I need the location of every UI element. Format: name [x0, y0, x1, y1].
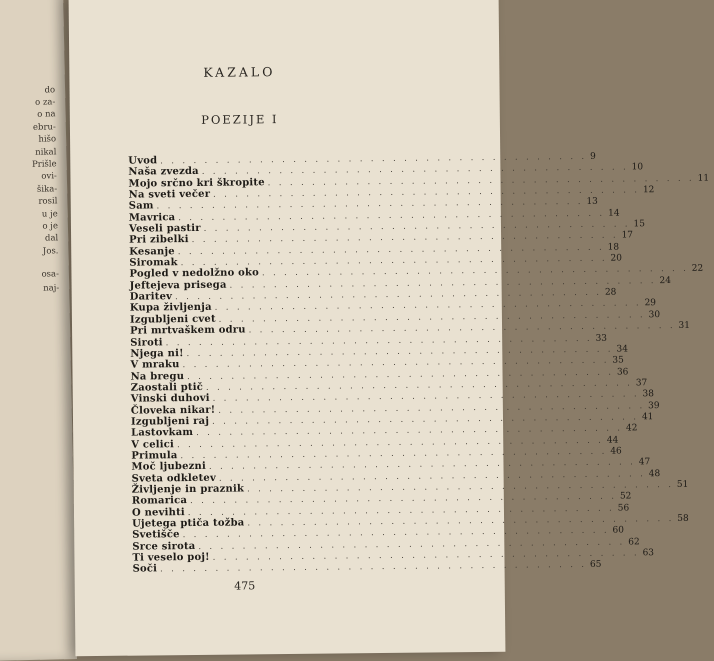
toc-entry-title: Kesanje	[129, 245, 175, 258]
toc-entry-title: Mojo srčno kri škropite	[128, 176, 265, 190]
toc-entry-page: 18	[607, 242, 620, 253]
toc-leader-dots: . . . . . . . . . . . . . . . . . . . . . . . . . . . . . . . . . . . . . . .	[191, 230, 619, 245]
toc-entry-page: 63	[642, 548, 655, 559]
toc-entry-page: 30	[648, 309, 661, 321]
toc-leader-dots: . . . . . . . . . . . . . . . . . . . . . . . . . . . . . . . . . . . . . . .	[187, 503, 615, 517]
toc-leader-dots: . . . . . . . . . . . . . . . . . . . . . . . . . . . . . . . . . . . . . . .	[160, 151, 588, 166]
left-page-text-fragment: u je	[41, 209, 58, 220]
toc-leader-dots: . . . . . . . . . . . . . . . . . . . . . . . . . . . . . . . . . . . . . . .	[180, 446, 608, 461]
toc-leader-dots: . . . . . . . . . . . . . . . . . . . . . . . . . . . . . . . . . . . . . . .	[156, 197, 584, 211]
toc-leader-dots: . . . . . . . . . . . . . . . . . . . . . . . . . . . . . . . . . . . . . . .	[261, 264, 689, 278]
toc-leader-dots: . . . . . . . . . . . . . . . . . . . . . . . . . . . . . . . . . . . . . . .	[201, 162, 629, 177]
toc-leader-dots: . . . . . . . . . . . . . . . . . . . . . . . . . . . . . . . . . . . . . . .	[212, 412, 639, 426]
toc-entry-title: Vinski duhovi	[130, 393, 210, 405]
toc-entry-page: 38	[642, 389, 654, 400]
toc-entry-page: 24	[659, 275, 671, 286]
toc-entry-title: Človeka nikar!	[130, 404, 216, 417]
toc-entry-title: Pogled v nedolžno oko	[129, 267, 260, 281]
toc-entry-title: Naša zvezda	[128, 166, 199, 178]
toc-entry-page: 10	[631, 162, 644, 173]
toc-entry-title: Kupa življenja	[129, 302, 212, 315]
toc-entry-title: Veseli pastir	[128, 222, 201, 235]
toc-entry-title: Ti veselo poj!	[132, 551, 210, 564]
left-page-text-fragment: dal	[44, 233, 59, 244]
toc-leader-dots: . . . . . . . . . . . . . . . . . . . . . . . . . . . . . . . . . . . . . . .	[247, 479, 674, 494]
left-page	[0, 0, 77, 661]
toc-leader-dots: . . . . . . . . . . . . . . . . . . . . . . . . . . . . . . . . . . . . . . .	[180, 253, 608, 268]
toc-entry-title: Sveta odkletev	[131, 472, 216, 485]
toc-leader-dots: . . . . . . . . . . . . . . . . . . . . . . . . . . . . . . . . . . . . . . .	[248, 321, 676, 335]
left-page-text-fragment: rosil	[38, 196, 58, 207]
toc-entry-page: 65	[589, 560, 602, 571]
toc-leader-dots: . . . . . . . . . . . . . . . . . . . . . . . . . . . . . . . . . . . . . . .	[214, 298, 642, 313]
toc-entry-title: Pri mrtvaškem odru	[130, 324, 246, 337]
left-page-text-fragment: do	[44, 85, 56, 96]
toc-leader-dots: . . . . . . . . . . . . . . . . . . . . . . . . . . . . . . . . . . . . . . .	[213, 185, 640, 199]
toc-leader-dots: . . . . . . . . . . . . . . . . . . . . . . . . . . . . . . . . . . . . . . .	[196, 423, 624, 438]
toc-leader-dots: . . . . . . . . . . . . . . . . . . . . . . . . . . . . . . . . . . . . . . .	[165, 333, 593, 347]
left-page-text-fragment: Jos.	[42, 246, 59, 257]
left-page-text-fragment: osa-	[41, 269, 60, 280]
toc-leader-dots: . . . . . . . . . . . . . . . . . . . . . . . . . . . . . . . . . . . . . . .	[186, 344, 614, 358]
toc-entry-title: Primula	[131, 450, 178, 462]
toc-entry-title: Pri zibelki	[129, 234, 189, 247]
toc-leader-dots: . . . . . . . . . . . . . . . . . . . . . . . . . . . . . . . . . . . . . . .	[182, 525, 610, 540]
toc-entry-page: 60	[612, 525, 625, 536]
toc-entry-page: 9	[590, 151, 596, 162]
toc-leader-dots: . . . . . . . . . . . . . . . . . . . . . . . . . . . . . . . . . . . . . . .	[247, 513, 675, 528]
toc-entry-page: 46	[610, 446, 622, 457]
toc-entry-title: Srce sirota	[132, 540, 196, 553]
toc-entry-title: Izgubljeni raj	[130, 415, 210, 428]
toc-entry-page: 39	[648, 400, 660, 411]
toc-entry	[132, 560, 602, 576]
left-page-text-fragment: o je	[42, 221, 59, 232]
toc-entry-title: O nevihti	[131, 506, 185, 519]
toc-entry-page: 22	[691, 264, 704, 275]
page-number: 475	[234, 579, 256, 593]
toc-entry-title: Soči	[132, 563, 158, 576]
toc-leader-dots: . . . . . . . . . . . . . . . . . . . . . . . . . . . . . . . . . . . . . . .	[212, 548, 640, 562]
toc-entry-title: Svetišče	[132, 529, 180, 541]
toc-leader-dots: . . . . . . . . . . . . . . . . . . . . . . . . . . . . . . . . . . . . . . .	[218, 400, 646, 415]
toc-leader-dots: . . . . . . . . . . . . . . . . . . . . . . . . . . . . . . . . . . . . . . .	[177, 242, 605, 256]
right-page	[69, 0, 710, 656]
toc-entry-title: Na bregu	[130, 370, 185, 383]
toc-entry-title: Njega ni!	[130, 347, 184, 360]
toc-entry-title: Mavrica	[128, 211, 176, 224]
section-title: POEZIJE I	[201, 112, 279, 127]
toc-leader-dots: . . . . . . . . . . . . . . . . . . . . . . . . . . . . . . . . . . . . . . .	[175, 287, 602, 302]
toc-leader-dots: . . . . . . . . . . . . . . . . . . . . . . . . . . . . . . . . . . . . . . .	[229, 275, 657, 290]
toc-entry-title: Siroti	[130, 336, 163, 349]
toc-leader-dots: . . . . . . . . . . . . . . . . . . . . . . . . . . . . . . . . . . . . . . .	[198, 537, 626, 551]
toc-entry-title: Moč ljubezni	[131, 461, 207, 473]
toc-entry-title: Uvod	[128, 155, 158, 167]
toc-entry-title: Daritev	[129, 291, 173, 303]
left-page-text-fragment: o na	[37, 109, 56, 120]
toc-entry-page: 62	[628, 537, 640, 548]
toc-entry-title: Ujetega ptiča tožba	[132, 517, 245, 530]
toc-entry-page: 34	[616, 344, 628, 355]
toc-entry-page: 44	[606, 435, 619, 446]
toc-leader-dots: . . . . . . . . . . . . . . . . . . . . . . . . . . . . . . . . . . . . . . .	[218, 310, 646, 324]
toc-entry-page: 58	[677, 513, 689, 524]
table-of-contents	[128, 151, 710, 576]
toc-leader-dots: . . . . . . . . . . . . . . . . . . . . . . . . . . . . . . . . . . . . . . .	[190, 491, 617, 506]
left-page-text-fragment: naj-	[43, 283, 60, 294]
toc-entry-page: 29	[644, 298, 657, 309]
left-page-text-fragment: Prišle	[31, 159, 57, 170]
toc-entry-page: 36	[616, 366, 629, 378]
toc-entry-page: 12	[642, 185, 655, 196]
left-page-text-fragment: šika-	[36, 184, 58, 195]
toc-leader-dots: . . . . . . . . . . . . . . . . . . . . . . . . . . . . . . . . . . . . . . .	[205, 378, 633, 392]
toc-entry-title: V mraku	[130, 359, 180, 371]
toc-leader-dots: . . . . . . . . . . . . . . . . . . . . . . . . . . . . . . . . . . . . . . .	[160, 560, 587, 574]
toc-entry-page: 15	[633, 219, 645, 230]
toc-leader-dots: . . . . . . . . . . . . . . . . . . . . . . . . . . . . . . . . . . . . . . .	[178, 208, 606, 222]
toc-entry-title: V celici	[131, 438, 175, 451]
toc-leader-dots: . . . . . . . . . . . . . . . . . . . . . . . . . . . . . . . . . . . . . . .	[212, 389, 640, 404]
page-title: KAZALO	[203, 64, 276, 80]
toc-entry-title: Romarica	[131, 495, 188, 507]
toc-entry-page: 51	[676, 479, 689, 490]
toc-entry-title: Zaostali ptič	[130, 381, 204, 394]
toc-entry-title: Jeftejeva prisega	[129, 279, 227, 292]
toc-entry-page: 13	[586, 197, 598, 208]
toc-entry-page: 42	[625, 423, 638, 434]
left-page-text-fragment: ovi-	[41, 171, 57, 182]
left-page-text-fragment: o za-	[34, 97, 56, 108]
toc-entry-page: 37	[635, 378, 648, 389]
toc-entry-page: 41	[641, 412, 654, 423]
toc-entry-page: 11	[697, 173, 710, 184]
toc-leader-dots: . . . . . . . . . . . . . . . . . . . . . . . . . . . . . . . . . . . . . . .	[176, 435, 604, 449]
toc-leader-dots: . . . . . . . . . . . . . . . . . . . . . . . . . . . . . . . . . . . . . . .	[182, 355, 610, 370]
toc-entry-page: 35	[612, 355, 624, 366]
toc-entry-page: 47	[638, 457, 651, 468]
toc-leader-dots: . . . . . . . . . . . . . . . . . . . . . . . . . . . . . . . . . . . . . . .	[267, 173, 695, 187]
toc-entry-title: Na sveti večer	[128, 188, 211, 201]
toc-entry-title: Življenje in praznik	[131, 483, 245, 496]
left-page-text-fragment: nikal	[35, 147, 57, 158]
toc-entry-page: 33	[595, 333, 608, 344]
left-page-text-fragment: hišo	[38, 134, 57, 145]
toc-entry-page: 28	[604, 287, 617, 298]
toc-leader-dots: . . . . . . . . . . . . . . . . . . . . . . . . . . . . . . . . . . . . . . .	[187, 367, 614, 381]
toc-leader-dots: . . . . . . . . . . . . . . . . . . . . . . . . . . . . . . . . . . . . . . .	[203, 219, 631, 233]
toc-entry-page: 20	[610, 253, 623, 264]
toc-leader-dots: . . . . . . . . . . . . . . . . . . . . . . . . . . . . . . . . . . . . . . .	[208, 457, 636, 472]
toc-entry-page: 17	[621, 230, 634, 241]
toc-entry-title: Lastovkam	[131, 427, 194, 439]
toc-entry-page: 48	[648, 468, 661, 479]
toc-entry-title: Sam	[128, 200, 154, 213]
toc-entry-page: 56	[617, 503, 630, 514]
toc-entry-page: 14	[608, 208, 620, 219]
toc-leader-dots: . . . . . . . . . . . . . . . . . . . . . . . . . . . . . . . . . . . . . . .	[218, 468, 646, 483]
left-page-text-fragment: ebru-	[32, 122, 56, 133]
toc-entry-title: Izgubljeni cvet	[129, 313, 216, 326]
toc-entry-title: Siromak	[129, 257, 178, 269]
toc-entry-page: 52	[619, 491, 632, 502]
toc-entry-page: 31	[678, 320, 690, 332]
